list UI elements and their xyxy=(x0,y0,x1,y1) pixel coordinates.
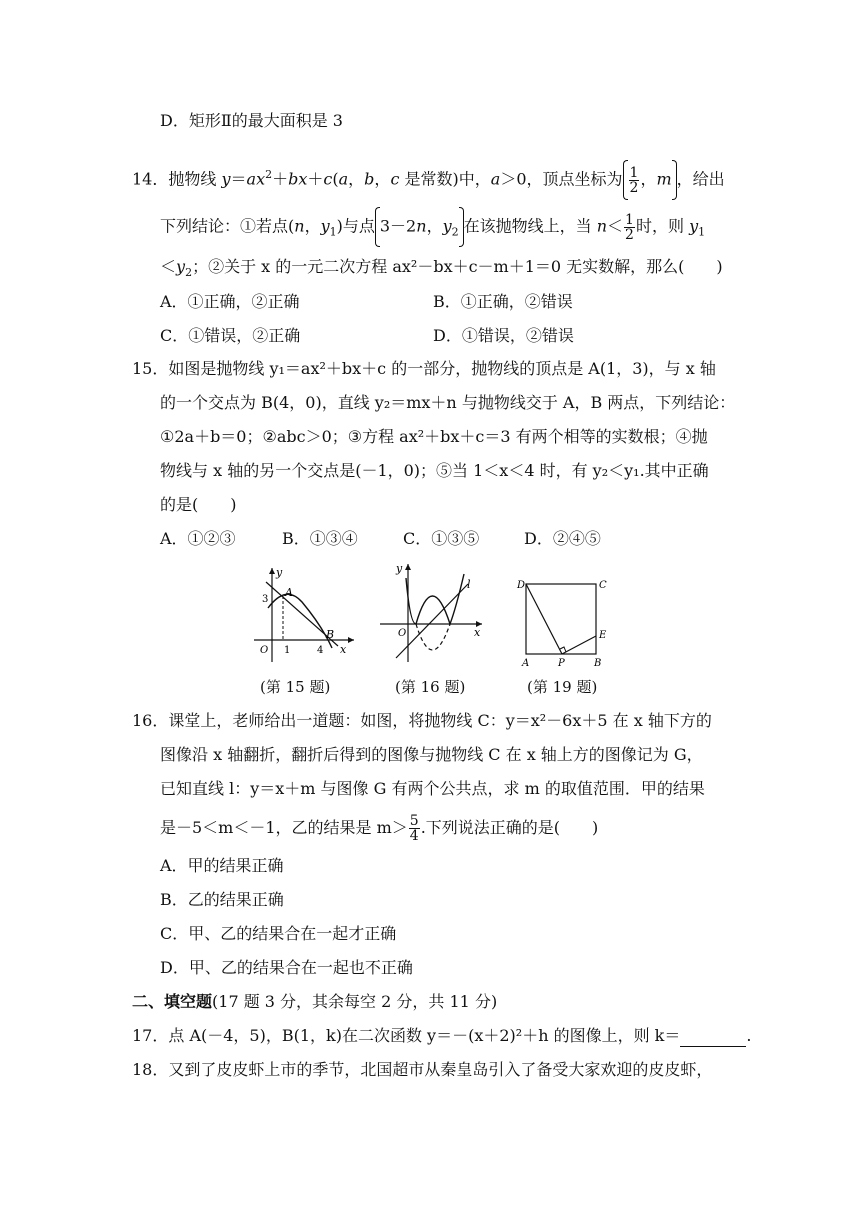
fig15-label-y: y xyxy=(276,566,283,579)
q15-line-3: ①2a＋b＝0；②abc＞0；③方程 ax²＋bx＋c＝3 有两个相等的实数根；④抛 xyxy=(160,427,708,446)
q15-line-2: 的一个交点为 B(4，0)，直线 y₂＝mx＋n 与抛物线交于 A，B 两点，下列结论： xyxy=(160,393,736,412)
fig19-label-a: A xyxy=(522,658,530,668)
q16-option-d: D．甲、乙的结果合在一起也不正确 xyxy=(160,958,413,977)
fig16-label-l: l xyxy=(467,578,471,591)
q18-line-1: 18．又到了皮皮虾上市的季节，北国超市从秦皇岛引入了备受大家欢迎的皮皮虾， xyxy=(132,1060,713,1079)
q15-option-c: C．①③⑤ xyxy=(403,529,480,548)
q14-line-2: 下列结论：①若点(n，$y_1$)与点 3－2n，$y_2$ 在该抛物线上，当 n＜ $\frac{1}{2}$ 时，则 $y_1$ xyxy=(160,207,705,247)
fig15-label-o: O xyxy=(260,645,269,656)
q16-option-c: C．甲、乙的结果合在一起才正确 xyxy=(160,924,397,943)
fig19-label-c: C xyxy=(599,580,607,591)
q14-option-c: C．①错误，②正确 xyxy=(160,326,301,345)
figure-16 xyxy=(376,558,488,666)
fig19-label-e: E xyxy=(599,630,607,641)
section-2-title: 二、填空题 xyxy=(132,992,213,1011)
q16-option-b: B．乙的结果正确 xyxy=(160,890,284,909)
section-2-heading xyxy=(132,991,497,1013)
q13-option-d: D．矩形Ⅱ的最大面积是 3 xyxy=(160,111,343,130)
fig15-label-3: 3 xyxy=(262,594,269,605)
q16-line-3: 已知直线 l：y＝x＋m 与图像 G 有两个公共点，求 m 的取值范围．甲的结果 xyxy=(160,779,705,798)
q14-option-d: D．①错误，②错误 xyxy=(433,326,574,345)
q14-option-b: B．①正确，②错误 xyxy=(433,292,573,311)
fig16-label-x: x xyxy=(474,626,481,639)
q14-line-3: $<y_2$；②关于 x 的一元二次方程 ax²－bx＋c－m＋1＝0 无实数解，那么( ) xyxy=(160,257,723,280)
fig16-label-o: O xyxy=(398,628,407,639)
q16-line-2: 图像沿 x 轴翻折，翻折后得到的图像与抛物线 C 在 x 轴上方的图像记为 G， xyxy=(160,745,703,764)
q15-line-4: 物线与 x 轴的另一个交点是(－1，0)；⑤当 1＜x＜4 时，有 y₂＜y₁.其中正确 xyxy=(160,461,709,480)
section-2-note: (17 题 3 分，其余每空 2 分，共 11 分) xyxy=(212,992,498,1011)
q17-answer-blank[interactable] xyxy=(680,1030,746,1047)
caption-fig-19: (第 19 题) xyxy=(527,678,598,696)
q15-line-5: 的是( ) xyxy=(160,495,237,514)
q17-line: 17．点 A(－4，5)，B(1，k)在二次函数 y＝－(x＋2)²＋h 的图像上，则 k＝ . xyxy=(132,1026,752,1045)
fig15-label-b: B xyxy=(326,628,335,641)
fig19-label-b: B xyxy=(594,658,602,668)
q15-line-1: 15．如图是抛物线 y₁＝ax²＋bx＋c 的一部分，抛物线的顶点是 A(1，3)，与 x 轴 xyxy=(132,359,716,378)
fig15-label-1: 1 xyxy=(284,645,291,656)
q14-option-a: A．①正确，②正确 xyxy=(160,292,300,311)
q15-option-d: D．②④⑤ xyxy=(524,529,601,548)
fig19-label-d: D xyxy=(517,580,526,591)
q16-option-a: A．甲的结果正确 xyxy=(160,856,284,875)
figure-15 xyxy=(250,562,360,666)
q16-line-4: 是－5＜m＜－1，乙的结果是 m＞ $\frac{5}{4}$ .下列说法正确的是( ) xyxy=(160,813,599,844)
figure-19 xyxy=(514,576,614,668)
fig15-label-a: A xyxy=(285,586,293,599)
q14-line-1: 14．抛物线 $y=ax^2+bx+c(a$，b，c 是常数)中，a＞0，顶点坐标为 $\frac{1}{2}$ ，m ，给出 xyxy=(132,160,725,200)
fig19-label-p: P xyxy=(558,658,565,668)
caption-fig-15: (第 15 题) xyxy=(260,678,331,696)
caption-fig-16: (第 16 题) xyxy=(395,678,466,696)
fig15-label-4: 4 xyxy=(317,645,324,656)
fig16-label-y: y xyxy=(396,562,403,575)
q15-option-a: A．①②③ xyxy=(160,529,236,548)
q15-option-b: B．①③④ xyxy=(282,529,358,548)
fig15-label-x: x xyxy=(340,643,347,656)
q16-line-1: 16．课堂上，老师给出一道题：如图，将抛物线 C：y＝x²－6x＋5 在 x 轴下方的 xyxy=(132,711,712,730)
